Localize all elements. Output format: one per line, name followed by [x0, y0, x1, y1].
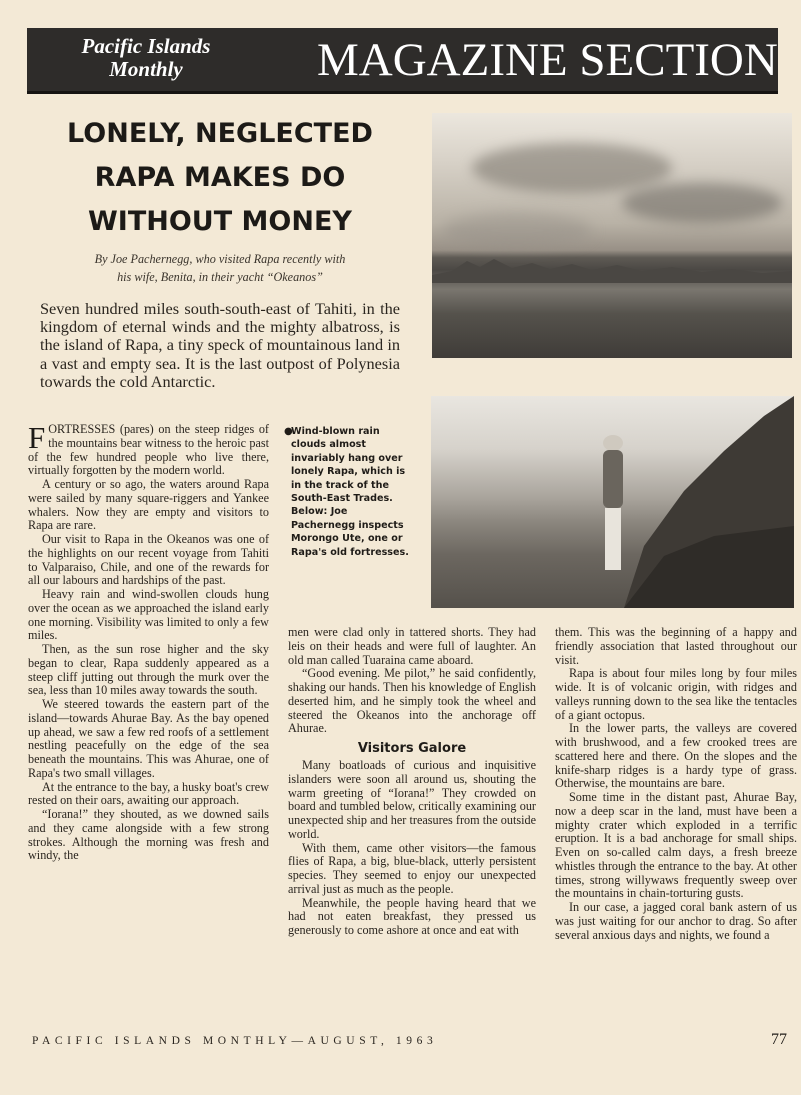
paragraph: FORTRESSES (pares) on the steep ridges of the mountains bear witness to the heroic past of the few hundred people who live there, virtually forgotten by the modern world. — [28, 420, 269, 478]
hillside-icon — [624, 396, 794, 608]
paragraph: Meanwhile, the people having heard that we had not eaten breakfast, they pressed us generously to come ashore at once and eat with — [288, 895, 536, 937]
brand-line-1: Pacific Islands — [81, 34, 211, 58]
paragraph: In the lower parts, the valleys are covered with brushwood, and a few crooked trees are scattered here and there. On the slopes and the knife-sharp ridges is a hardy type of grass. Otherwise, the mountains are bare. — [555, 721, 797, 791]
paragraph: Heavy rain and wind-swollen clouds hung over the ocean as we approached the island early one morning. Visibility was limited to only a few miles. — [28, 587, 269, 643]
paragraph: “Iorana!” they shouted, as we downed sails and they came alongside with a few strong strokes. Although the morning was fresh and windy, the — [28, 807, 269, 863]
running-title: PACIFIC ISLANDS MONTHLY—AUGUST, 1963 — [32, 1035, 438, 1047]
paragraph: Rapa is about four miles long by four miles wide. It is of volcanic origin, with ridges and valleys running down to the sea like the tentacles of a giant octopus. — [555, 666, 797, 722]
paragraph: “Good evening. Me pilot,” he said confidently, shaking our hands. Then his knowledge of English deserted him, and he simply took the wheel and steered the Okeanos into the anchorage off Ahurae. — [288, 666, 536, 736]
paragraph: Many boatloads of curious and inquisitive islanders were soon all around us, shouting the warm greeting of “Iorana!” They crowded on board and tumbled below, critically examining our unexpected ship and her treasures from the outside world. — [288, 758, 536, 841]
article-headline — [28, 112, 412, 244]
text-column-2 — [288, 626, 536, 938]
photo-rain-clouds-over-rapa — [432, 113, 792, 358]
photo-caption — [284, 425, 413, 559]
mountain-ridge-icon — [432, 253, 792, 283]
paragraph: Then, as the sun rose higher and the sky began to clear, Rapa suddenly appeared as a steep cliff jutting out through the murk over the sea, less than 10 miles away towards the south. — [28, 642, 269, 698]
caption-text: Wind-blown rain clouds almost invariably hang over lonely Rapa, which is in the track of the South-East Trades. Below: Joe Pachernegg inspects Morongo Ute, one or Rapa's old fortresses. — [291, 426, 409, 558]
paragraph: men were clad only in tattered shorts. They had leis on their heads and were full of laughter. An old man called Tuaraina came aboard. — [288, 625, 536, 667]
paragraph: In our case, a jagged coral bank astern of us was just waiting for our anchor to drag. So after several anxious days and nights, we found a — [555, 900, 797, 942]
caption-bullet-icon: ● — [284, 426, 293, 437]
text-column-1 — [28, 420, 269, 863]
page-number: 77 — [771, 1031, 787, 1048]
byline-line-1: By Joe Pachernegg, who visited Rapa recently with — [94, 252, 346, 266]
photo-man-at-fortress — [431, 396, 794, 608]
byline — [28, 250, 412, 286]
text-column-3 — [555, 626, 797, 942]
paragraph: With them, came other visitors—the famous flies of Rapa, a big, blue-black, utterly persistent species. They seemed to enjoy our unexpected arrival just as much as the people. — [288, 840, 536, 896]
paragraph: Our visit to Rapa in the Okeanos was one of the highlights on our recent voyage from Tahiti to Valparaiso, Chile, and one of the rewards for all our labours and hardships of the past. — [28, 532, 269, 588]
person-figure-icon — [591, 434, 635, 576]
paragraph: them. This was the beginning of a happy and friendly association that lasted throughout our visit. — [555, 625, 797, 667]
byline-line-2: his wife, Benita, in their yacht “Okeanos” — [117, 270, 323, 284]
paragraph: At the entrance to the bay, a husky boat's crew rested on their oars, awaiting our approach. — [28, 779, 269, 808]
section-title: MAGAZINE SECTION — [317, 34, 778, 86]
headline-line-2: RAPA MAKES DO — [94, 162, 346, 193]
drop-cap: F — [28, 420, 46, 455]
brand-line-2: Monthly — [109, 57, 183, 81]
subheading: Visitors Galore — [357, 741, 467, 756]
paragraph: We steered towards the eastern part of the island—towards Ahurae Bay. As the bay opened up ahead, we saw a few red roofs of a settlement nestling peacefully on the edge of the sea beneath the mountains. This was Ahurae, one of Rapa's two small villages. — [28, 697, 269, 780]
headline-line-1: LONELY, NEGLECTED — [67, 118, 373, 149]
paragraph: Some time in the distant past, Ahurae Bay, now a deep scar in the land, must have been a mighty crater which exploded in a terrific eruption. It is a bad anchorage for small ships. Even on so-called calm days, a fresh breeze whistles through the entrance to the bay. At other times, strong willywaws frequently sweep over the mountains in chain-torturing gusts. — [555, 790, 797, 901]
masthead-brand — [41, 35, 251, 81]
masthead — [27, 28, 778, 94]
headline-line-3: WITHOUT MONEY — [88, 206, 352, 237]
lede-paragraph: Seven hundred miles south-south-east of Tahiti, in the kingdom of eternal winds and the mighty albatross, is the island of Rapa, a tiny speck of mountainous land in a vast and empty sea. It is the last outpost of Polynesia towards the cold Antarctic. — [40, 299, 400, 391]
paragraph: A century or so ago, the waters around Rapa were sailed by many square-riggers and Yankee whalers. Now they are empty and visitors to Rapa are rare. — [28, 477, 269, 533]
